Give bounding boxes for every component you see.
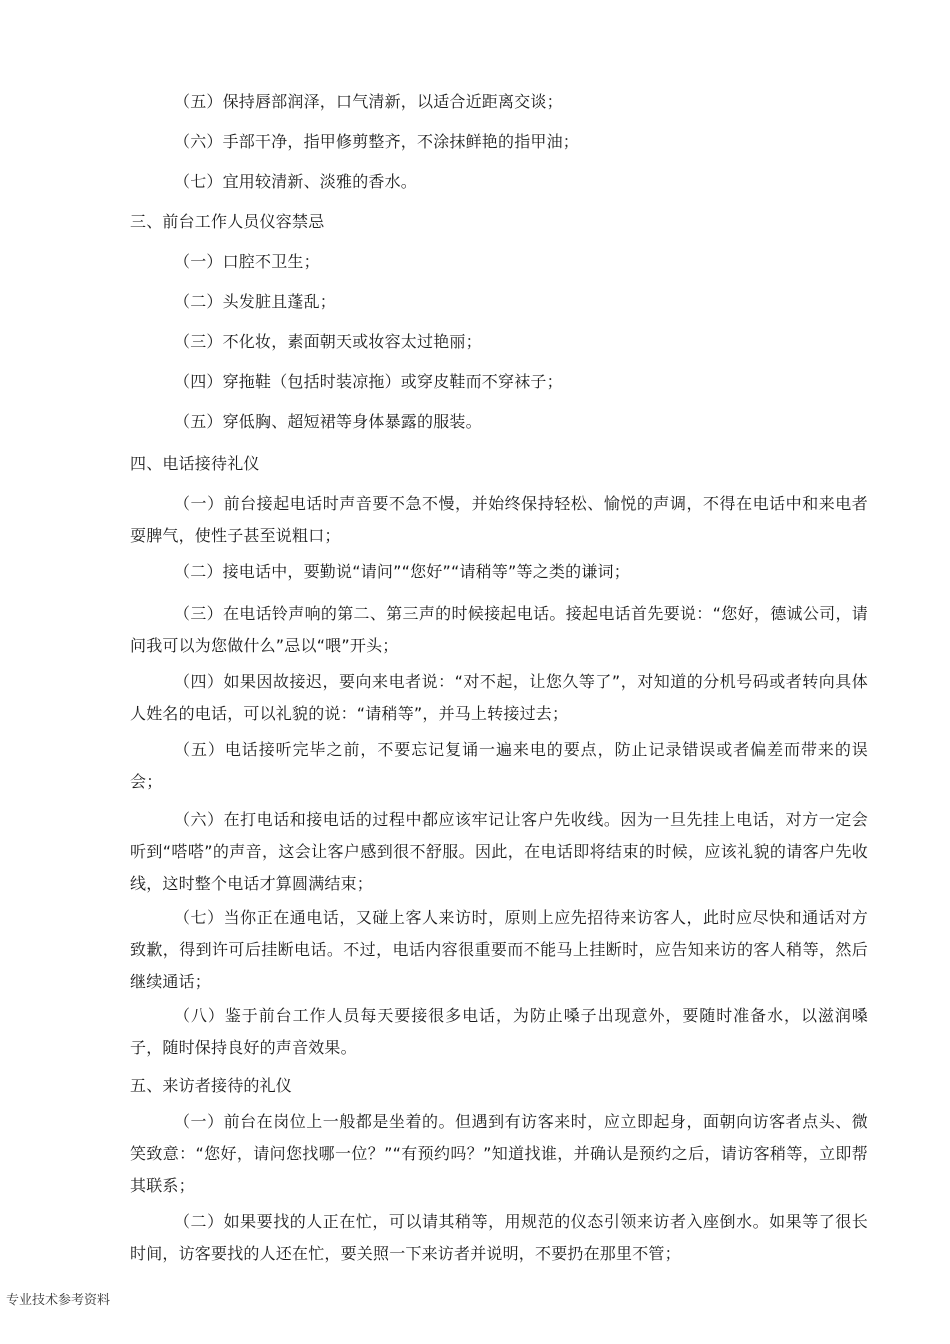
list-item: （四）穿拖鞋（包括时装凉拖）或穿皮鞋而不穿袜子； (174, 372, 563, 391)
list-item: （二）头发脏且蓬乱； (174, 292, 337, 311)
paragraph (130, 1000, 868, 1064)
paragraph-text: （二）如果要找的人正在忙，可以请其稍等，用规范的仪态引领来访者入座倒水。如果等了很长时间，访客要找的人还在忙，要关照一下来访者并说明，不要扔在那里不管； (130, 1212, 868, 1263)
list-item: （五）穿低胸、超短裙等身体暴露的服装。 (174, 412, 482, 431)
section-heading: 五、来访者接待的礼仪 (130, 1076, 293, 1095)
list-item: （三）不化妆，素面朝天或妆容太过艳丽； (174, 332, 482, 351)
paragraph-text: （四）如果因故接迟，要向来电者说：“对不起，让您久等了”，对知道的分机号码或者转向具体人姓名的电话，可以礼貌的说：“请稍等”，并马上转接过去； (130, 672, 868, 723)
list-item: （五）保持唇部润泽，口气清新，以适合近距离交谈； (174, 92, 563, 111)
paragraph (130, 666, 868, 730)
page-footer: 专业技术参考资料 (6, 1293, 111, 1308)
list-item: （一）口腔不卫生； (174, 252, 320, 271)
paragraph-text: （五）电话接听完毕之前，不要忘记复诵一遍来电的要点，防止记录错误或者偏差而带来的误会； (130, 740, 868, 791)
paragraph-text: （七）当你正在通电话，又碰上客人来访时，原则上应先招待来访客人，此时应尽快和通话对方致歉，得到许可后挂断电话。不过，电话内容很重要而不能马上挂断时，应告知来访的客人稍等，然后继续通话； (130, 908, 868, 991)
paragraph (130, 488, 868, 552)
paragraph (130, 1106, 868, 1202)
paragraph (130, 902, 868, 998)
section-heading: 四、电话接待礼仪 (130, 454, 260, 473)
paragraph-text: （六）在打电话和接电话的过程中都应该牢记让客户先收线。因为一旦先挂上电话，对方一定会听到“嗒嗒”的声音，这会让客户感到很不舒服。因此，在电话即将结束的时候，应该礼貌的请客户先收线，这时整个电话才算圆满结束； (130, 810, 868, 893)
paragraph-text: （一）前台接起电话时声音要不急不慢，并始终保持轻松、愉悦的声调，不得在电话中和来电者耍脾气，使性子甚至说粗口； (130, 494, 868, 545)
list-item: （七）宜用较清新、淡雅的香水。 (174, 172, 418, 191)
paragraph-text: （三）在电话铃声响的第二、第三声的时候接起电话。接起电话首先要说：“您好，德诚公司，请问我可以为您做什么”忌以“喂”开头； (130, 604, 868, 655)
section-heading: 三、前台工作人员仪容禁忌 (130, 212, 325, 231)
paragraph (130, 556, 868, 588)
paragraph (130, 804, 868, 900)
paragraph-text: （二）接电话中，要勤说“请问”“您好”“请稍等”等之类的谦词； (174, 562, 630, 581)
list-item: （六）手部干净，指甲修剪整齐，不涂抹鲜艳的指甲油； (174, 132, 580, 151)
paragraph-text: （一）前台在岗位上一般都是坐着的。但遇到有访客来时，应立即起身，面朝向访客者点头、微笑致意：“您好，请问您找哪一位？”“有预约吗？”知道找谁，并确认是预约之后，请访客稍等，立即帮其联系； (130, 1112, 868, 1195)
paragraph (130, 1206, 868, 1270)
paragraph-text: （八）鉴于前台工作人员每天要接很多电话，为防止嗓子出现意外，要随时准备水，以滋润嗓子，随时保持良好的声音效果。 (130, 1006, 868, 1057)
paragraph (130, 598, 868, 662)
paragraph (130, 734, 868, 798)
